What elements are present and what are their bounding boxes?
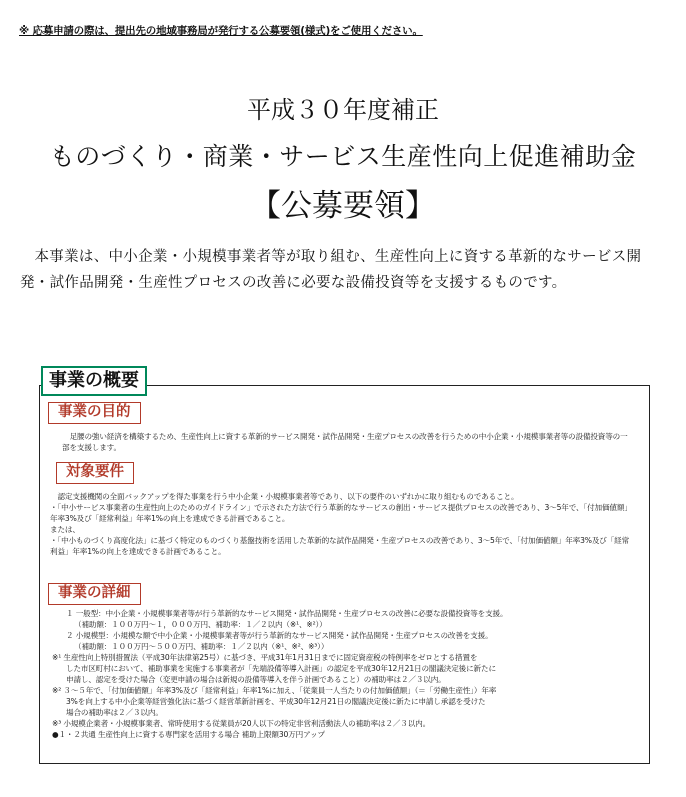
details-item: ２ 小規模型：小規模な額で中小企業・小規模事業者等が行う革新的なサービス開発・試作品開発・生産プロセスの改善を支援。 (66, 631, 493, 640)
requirements-line: ・「中小ものづくり高度化法」に基づく特定のものづくり基盤技術を活用した革新的な試作品開発・生産プロセスの改善であり、3〜5年で、「付加価値額」年率3%及び「経常利益」年率1%の向上を達成できる計画であること。 (50, 536, 630, 556)
details-item: （補助額：１００万円〜１，０００万円、補助率：１／２以内（※¹、※²）） (74, 620, 327, 629)
requirements-line: ・「中小サービス事業者の生産性向上のためのガイドライン」で示された方法で行う革新的なサービスの創出・サービス提供プロセスの改善であり、3〜5年で、「付加価値額」年率3%及び「経常利益」年率1%の向上を達成できる計画であること。 (50, 503, 632, 523)
details-note: 3%を向上する中小企業等経営強化法に基づく経営革新計画を、平成30年12月21日の閣議決定後に新たに申請し承認を受けた (66, 697, 486, 706)
details-item: （補助額：１００万円〜５００万円、補助率：１／２以内（※¹、※²、※³）） (74, 642, 329, 651)
details-note: 場合の補助率は２／３以内。 (66, 708, 163, 717)
title-guidelines: 【公募要領】 (250, 188, 436, 224)
details-item: １ 一般型：中小企業・小規模事業者等が行う革新的なサービス開発・試作品開発・生産プロセスの改善に必要な設備投資等を支援。 (66, 609, 508, 618)
application-notice: ※ 応募申請の際は、提出先の地域事務局が発行する公募要領(様式)をご使用ください。 (19, 25, 423, 37)
purpose-heading: 事業の目的 (48, 402, 141, 424)
title-year: 平成３０年度補正 (247, 96, 439, 124)
requirements-line: 認定支援機関の全面バックアップを得た事業を行う中小企業・小規模事業者等であり、以下の要件のいずれかに取り組むものであること。 (50, 492, 519, 501)
title-program: ものづくり・商業・サービス生産性向上促進補助金 (49, 142, 637, 171)
intro-paragraph: 本事業は、中小企業・小規模事業者等が取り組む、生産性向上に資する革新的なサービス開発・試作品開発・生産性プロセスの改善に必要な設備投資等を支援するものです。 (20, 249, 642, 291)
details-note: した市区町村において、補助事業を実施する事業者が「先端設備等導入計画」の認定を平成30年12月21日の閣議決定後に新たに (66, 664, 496, 673)
details-note: ※² ３〜５年で、「付加価値額」年率3%及び「経常利益」年率1%に加え、「従業員一人当たりの付加価値額」（＝「労働生産性」）年率 (52, 686, 497, 695)
details-note: ※³ 小規模企業者・小規模事業者、常時使用する従業員が20人以下の特定非営利活動法人の補助率は２／３以内。 (52, 719, 431, 728)
details-heading: 事業の詳細 (48, 583, 141, 605)
details-note: ※¹ 生産性向上特別措置法（平成30年法律第25号）に基づき、平成31年1月31日までに固定資産税の特例率をゼロとする措置を (52, 653, 478, 662)
details-list (52, 608, 642, 740)
overview-heading: 事業の概要 (41, 366, 147, 396)
details-note: 申請し、認定を受けた場合（変更申請の場合は新規の設備等導入を伴う計画であること）の補助率は２／３以内。 (66, 675, 446, 684)
requirements-text (50, 491, 632, 557)
details-note: ●１・２共通 生産性向上に資する専門家を活用する場合 補助上限額30万円アップ (52, 730, 325, 739)
requirements-line: または、 (50, 525, 80, 534)
requirements-heading: 対象要件 (56, 462, 134, 484)
purpose-text: 足腰の強い経済を構築するため、生産性向上に資する革新的サービス開発・試作品開発・生産プロセスの改善を行うための中小企業・小規模事業者等の設備投資等の一部を支援します。 (62, 432, 628, 452)
